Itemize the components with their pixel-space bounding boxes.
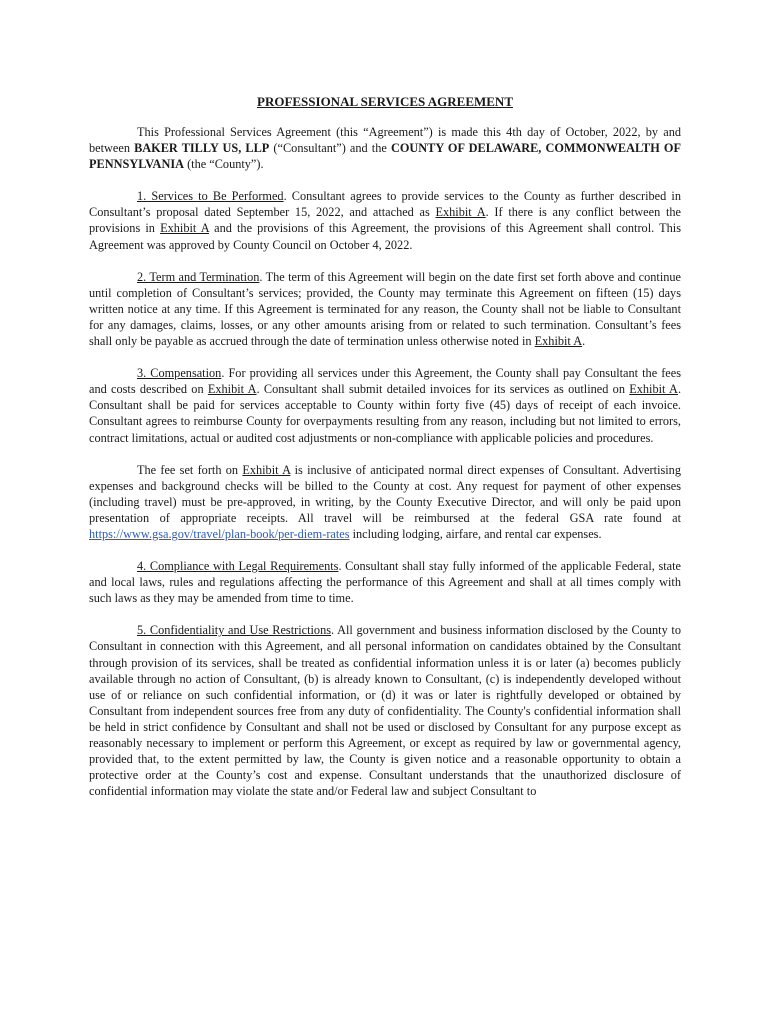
section-text: . If there is any conflict between the provisions in xyxy=(89,205,681,236)
section-text: . xyxy=(582,334,586,349)
exhibit-a-reference: Exhibit A xyxy=(629,382,678,397)
section-4-paragraph xyxy=(89,558,681,606)
section-1-paragraph xyxy=(89,188,681,252)
exhibit-a-reference: Exhibit A xyxy=(160,221,209,236)
section-3-paragraph xyxy=(89,365,681,445)
document-title: PROFESSIONAL SERVICES AGREEMENT xyxy=(257,94,513,109)
section-text: is inclusive of anticipated normal direct expenses of Consultant. Advertising expenses and background checks will be billed to the County at cost. Any request for payment of other expenses (including travel) must be pre-approved, in writing, by the County Executive Director, and will only be paid upon presentation of appropriate receipts. All travel will be reimbursed at the federal GSA rate found at xyxy=(89,462,681,525)
section-text: and the provisions of this Agreement, the provisions of this Agreement shall control. This Agreement was approved by County Council on October 4, 2022. xyxy=(89,221,681,252)
section-text: . Consultant shall be paid for services acceptable to County within forty five (45) days of receipt of each invoice. Consultant agrees to reimburse County for overpayments resulting from any reason, including but not limited to errors, contract limitations, actual or audited cost adjustments or non-compliance with applicable policies and procedures. xyxy=(89,382,682,445)
exhibit-a-reference: Exhibit A xyxy=(242,462,291,477)
section-1-heading: 1. Services to Be Performed xyxy=(137,189,284,204)
intro-text: (the “County”). xyxy=(184,157,264,172)
section-5-heading: 5. Confidentiality and Use Restrictions xyxy=(137,623,332,638)
section-3-heading: 3. Compensation xyxy=(137,366,222,381)
section-text: . Consultant shall stay fully informed of the applicable Federal, state and local laws, rules and regulations affecting the performance of this Agreement and shall at all times comply with such laws as they may be amended from time to time. xyxy=(89,559,681,606)
intro-text: (“Consultant”) and the xyxy=(269,141,391,156)
section-text: The fee set forth on xyxy=(137,462,243,477)
gsa-per-diem-link[interactable]: https://www.gsa.gov/travel/plan-book/per-diem-rates xyxy=(89,526,350,541)
consultant-name: BAKER TILLY US, LLP xyxy=(134,141,270,156)
intro-text: This Professional Services Agreement (this “Agreement”) is made this 4th day of October, 2022, by and between xyxy=(89,125,681,156)
section-text: . Consultant agrees to provide services to the County as further described in Consultant’s proposal dated September 15, 2022, and attached as xyxy=(89,189,681,220)
section-2-paragraph xyxy=(89,269,681,349)
county-name: COUNTY OF DELAWARE, COMMONWEALTH OF PENNSYLVANIA xyxy=(89,141,681,172)
section-text: . Consultant shall submit detailed invoices for its services as outlined on xyxy=(256,382,630,397)
exhibit-a-reference: Exhibit A xyxy=(207,382,257,397)
section-text: including lodging, airfare, and rental car expenses. xyxy=(349,526,602,541)
section-text: . For providing all services under this Agreement, the County shall pay Consultant the fees and costs described on xyxy=(89,366,681,397)
section-text: . The term of this Agreement will begin on the date first set forth above and continue until completion of Consultant’s services; provided, the County may terminate this Agreement on fifteen (15) days written notice at any time. If this Agreement is terminated for any reason, the County shall not be liable to Consultant for any damages, claims, losses, or any other amounts arising from or related to such termination. Consultant’s fees shall only be payable as accrued through the date of termination unless otherwise noted in xyxy=(89,269,682,349)
section-3-fee-paragraph xyxy=(89,462,681,542)
section-4-heading: 4. Compliance with Legal Requirements xyxy=(137,559,339,574)
section-2-heading: 2. Term and Termination xyxy=(137,269,260,284)
intro-paragraph xyxy=(89,124,681,172)
section-text: . All government and business information disclosed by the County to Consultant in connection with this Agreement, and all personal information on candidates obtained by the Consultant through provision of its services, shall be treated as confidential information unless it is or later (a) becomes publicly available through no action of Consultant, (b) is already known to Consultant, (c) is independently developed without use of or reliance on such confidential information, or (d) it was or later is rightfully developed or obtained by Consultant from independent sources free from any duty of confidentiality. The County's confidential information shall be held in strict confidence by Consultant and shall not be used or disclosed by Consultant for any purpose except as reasonably necessary to implement or perform this Agreement, or except as required by law or governmental agency, provided that, to the extent permitted by law, the County is given notice and a reasonable opportunity to obtain a protective order at the County’s cost and expense. Consultant understands that the unauthorized disclosure of confidential information may violate the state and/or Federal law and subject Consultant to xyxy=(89,623,681,799)
section-5-paragraph xyxy=(89,622,681,799)
exhibit-a-reference: Exhibit A xyxy=(534,334,583,349)
exhibit-a-reference: Exhibit A xyxy=(435,205,486,220)
